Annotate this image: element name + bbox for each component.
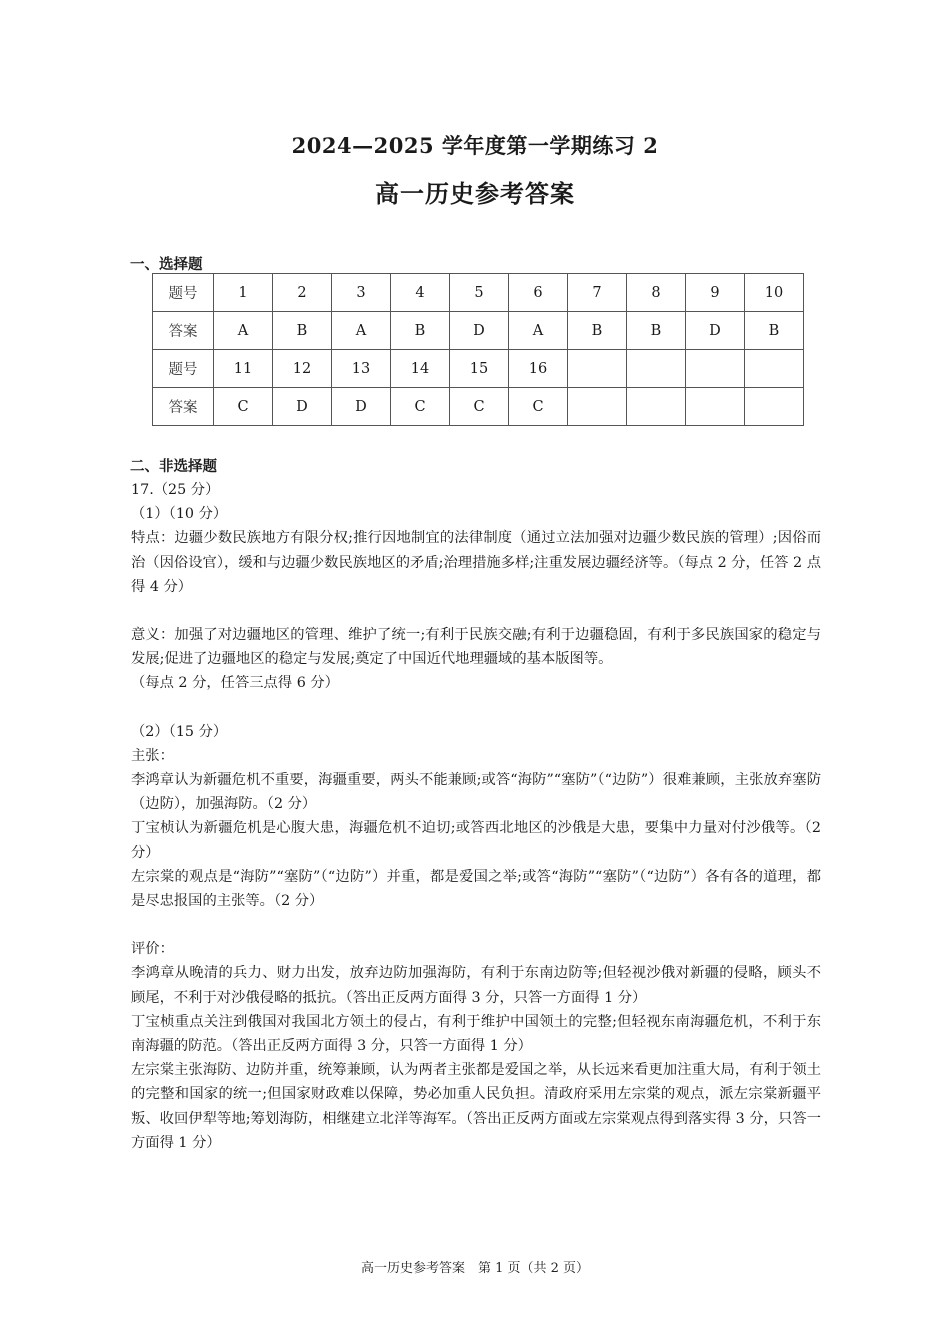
document-title: 2024—2025 学年度第一学期练习 2 <box>291 133 659 158</box>
table-cell: 1 <box>214 274 273 312</box>
table-cell: 11 <box>214 350 273 388</box>
table-cell: C <box>509 388 568 426</box>
table-cell: 10 <box>745 274 804 312</box>
table-cell: 13 <box>332 350 391 388</box>
table-row <box>153 350 804 388</box>
table-cell: D <box>450 312 509 350</box>
table-cell <box>686 388 745 426</box>
table-cell: C <box>391 388 450 426</box>
table-cell <box>627 388 686 426</box>
table-cell: C <box>450 388 509 426</box>
answer-table <box>152 273 804 426</box>
table-cell <box>745 350 804 388</box>
question-title: 17.（25 分） <box>131 482 220 498</box>
evaluation-paragraph: 左宗棠主张海防、边防并重，统筹兼顾，认为两者主张都是爱国之举，从长远来看更加注重大局，有利于领土的完整和国家的统一;但国家财政难以保障，势必加重人民负担。清政府采用左宗棠的观点，派左宗棠新疆平叛、收回伊犁等地;筹划海防，相继建立北洋等海军。（答出正反两方面或左宗棠观点得到落实得 3 分，只答一方面得 1 分） <box>131 1062 821 1151</box>
evaluation-label: 评价： <box>131 941 174 958</box>
table-cell: 5 <box>450 274 509 312</box>
table-cell: B <box>627 312 686 350</box>
row-label: 题号 <box>153 274 214 312</box>
section-heading-non-multiple-choice: 二、非选择题 <box>130 459 217 475</box>
table-cell: A <box>509 312 568 350</box>
claim-paragraph: 左宗棠的观点是“海防”“塞防”（“边防”）并重，都是爱国之举;或答“海防”“塞防”（“边防”）各有各的道理，都是尽忠报国的主张等。（2 分） <box>131 868 821 910</box>
table-cell: 4 <box>391 274 450 312</box>
table-cell: 8 <box>627 274 686 312</box>
table-cell <box>686 350 745 388</box>
claim-paragraph: 李鸿章认为新疆危机不重要，海疆重要，两头不能兼顾;或答“海防”“塞防”（“边防”）很难兼顾，主张放弃塞防（边防），加强海防。（2 分） <box>131 772 821 813</box>
row-label: 题号 <box>153 350 214 388</box>
claims-label: 主张： <box>131 747 174 764</box>
evaluation-paragraph: 李鸿章从晚清的兵力、财力出发，放弃边防加强海防，有利于东南边防等;但轻视沙俄对新疆的侵略，顾头不顾尾，不利于对沙俄侵略的抵抗。（答出正反两方面得 3 分，只答一方面得 1 分） <box>131 965 821 1006</box>
table-cell <box>568 388 627 426</box>
row-label: 答案 <box>153 388 214 426</box>
features-paragraph: 特点：边疆少数民族地方有限分权;推行因地制宜的法律制度（通过立法加强对边疆少数民族的管理）;因俗而治（因俗设官），缓和与边疆少数民族地区的矛盾;治理措施多样;注重发展边疆经济等。（每点 2 分，任答 2 点得 4 分） <box>131 530 821 595</box>
table-cell: A <box>332 312 391 350</box>
page-footer: 高一历史参考答案 第 1 页（共 2 页） <box>360 1261 590 1276</box>
table-row <box>153 274 804 312</box>
document-subtitle: 高一历史参考答案 <box>375 179 575 208</box>
claim-paragraph: 丁宝桢认为新疆危机是心腹大患，海疆危机不迫切;或答西北地区的沙俄是大患，要集中力量对付沙俄等。（2 分） <box>131 820 821 861</box>
table-cell: 6 <box>509 274 568 312</box>
table-cell: 14 <box>391 350 450 388</box>
significance-paragraph: 意义：加强了对边疆地区的管理、维护了统一;有利于民族交融;有利于边疆稳固，有利于多民族国家的稳定与发展;促进了边疆地区的稳定与发展;奠定了中国近代地理疆域的基本版图等。 <box>131 627 821 668</box>
answer-body <box>131 478 821 1155</box>
part-title: （1）（10 分） <box>131 506 228 523</box>
table-cell: 16 <box>509 350 568 388</box>
table-cell: 15 <box>450 350 509 388</box>
table-cell: B <box>568 312 627 350</box>
section-heading-multiple-choice: 一、选择题 <box>130 257 203 273</box>
row-label: 答案 <box>153 312 214 350</box>
table-cell <box>568 350 627 388</box>
significance-score: （每点 2 分，任答三点得 6 分） <box>131 675 339 692</box>
table-row <box>153 312 804 350</box>
table-cell: A <box>214 312 273 350</box>
table-cell: B <box>273 312 332 350</box>
table-cell: D <box>332 388 391 426</box>
evaluation-paragraph: 丁宝桢重点关注到俄国对我国北方领土的侵占，有利于维护中国领土的完整;但轻视东南海疆危机，不利于东南海疆的防范。（答出正反两方面得 3 分，只答一方面得 1 分） <box>131 1013 821 1055</box>
table-cell: D <box>273 388 332 426</box>
table-cell <box>745 388 804 426</box>
table-cell: 12 <box>273 350 332 388</box>
table-cell: 9 <box>686 274 745 312</box>
table-cell: 3 <box>332 274 391 312</box>
table-cell: D <box>686 312 745 350</box>
table-cell: B <box>391 312 450 350</box>
table-cell: 2 <box>273 274 332 312</box>
table-row <box>153 388 804 426</box>
table-cell: B <box>745 312 804 350</box>
table-cell <box>627 350 686 388</box>
table-cell: C <box>214 388 273 426</box>
table-cell: 7 <box>568 274 627 312</box>
part-title: （2）（15 分） <box>131 723 228 740</box>
